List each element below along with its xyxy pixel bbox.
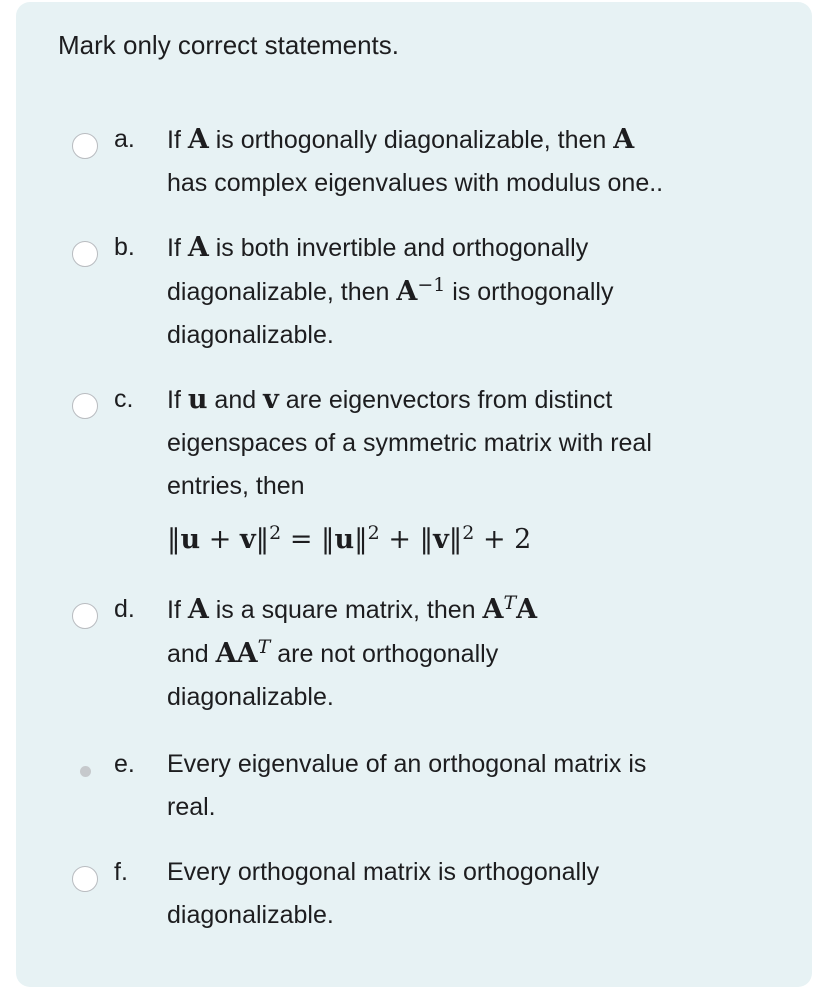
transpose-exponent: T [503,592,517,615]
norm-bar: ‖ [167,524,181,555]
norm-formula [167,518,777,562]
square-exponent: 2 [462,522,475,545]
option-b-letter: b. [114,233,135,261]
option-b-text-2: is both invertible and orthogonally [208,234,589,262]
option-d-text-2: is a square matrix, then [208,596,483,624]
norm-bar: ‖ [419,524,434,555]
transpose-exponent: T [257,636,271,659]
matrix-a-symbol: A [482,594,504,625]
radio-option-a[interactable] [72,133,98,159]
option-c-line-2: eigenspaces of a symmetric matrix with real [167,429,652,457]
option-d-line-2 [167,632,777,676]
square-exponent: 2 [269,522,282,545]
plus-sign: + [379,524,420,555]
option-d-letter: d. [114,595,135,623]
question-card [16,2,812,987]
option-f-letter: f. [114,858,128,886]
option-c-text-1: If [167,386,188,414]
matrix-a-symbol: A [187,232,209,263]
option-c-text-3: are eigenvectors from distinct [278,386,613,414]
option-b-line-1 [167,226,777,270]
norm-bar: ‖ [448,524,463,555]
option-d-text-4: are not orthogonally [270,640,499,668]
matrix-a-symbol: A [516,594,538,625]
formula-constant: + 2 [474,524,532,555]
option-a-letter: a. [114,125,135,153]
norm-bar: ‖ [321,524,335,555]
option-b-text-3: diagonalizable, then [167,278,397,306]
radio-option-b[interactable] [72,241,98,267]
option-a-text-2: is orthogonally diagonalizable, then [208,126,614,154]
option-d-line-3: diagonalizable. [167,683,334,711]
matrix-a-symbol: A [187,124,209,155]
option-c-text [167,378,777,562]
option-b-text [167,226,777,357]
option-d-text-3: and [167,640,216,668]
vector-v-symbol: v [433,524,449,555]
radio-option-c[interactable] [72,393,98,419]
matrix-a-symbol: A [613,124,635,155]
vector-u-symbol: u [334,524,355,555]
option-c-letter: c. [114,385,134,413]
equals-sign: = [281,524,322,555]
option-a-text-1: If [167,126,188,154]
radio-option-e[interactable] [72,758,98,784]
square-exponent: 2 [367,522,380,545]
question-prompt: Mark only correct statements. [58,30,399,60]
option-d-text-1: If [167,596,188,624]
option-d-line-1 [167,588,777,632]
option-b-line-3: diagonalizable. [167,321,334,349]
radio-option-f[interactable] [72,866,98,892]
option-b-line-2 [167,270,777,314]
option-e-line-2: real. [167,793,216,821]
option-f-line-1: Every orthogonal matrix is orthogonally [167,858,600,886]
vector-u-symbol: u [180,524,201,555]
norm-bar: ‖ [255,524,270,555]
option-c-text-2: and [207,386,264,414]
option-c-line-3: entries, then [167,472,305,500]
option-b-text-1: If [167,234,188,262]
matrix-a-symbol: A [396,276,418,307]
option-a-line-2: has complex eigenvalues with modulus one.. [167,169,664,197]
option-a-text [167,118,777,205]
option-e-letter: e. [114,750,135,778]
vector-u-symbol: u [187,384,208,415]
option-d-text [167,588,777,719]
norm-bar: ‖ [354,524,368,555]
option-e-line-1: Every eigenvalue of an orthogonal matrix is [167,750,647,778]
plus-sign: + [200,524,240,555]
vector-v-symbol: v [263,384,279,415]
matrix-a-symbol: A [187,594,209,625]
option-b-text-4: is orthogonally [445,278,614,306]
option-e-text [167,743,777,829]
option-f-text [167,851,777,937]
option-f-line-2: diagonalizable. [167,901,334,929]
vector-v-symbol: v [239,524,256,555]
option-c-line-1 [167,378,777,422]
radio-option-d[interactable] [72,603,98,629]
option-a-line-1 [167,118,777,162]
matrix-aa-symbol: AA [215,638,258,669]
inverse-exponent: −1 [417,274,446,297]
